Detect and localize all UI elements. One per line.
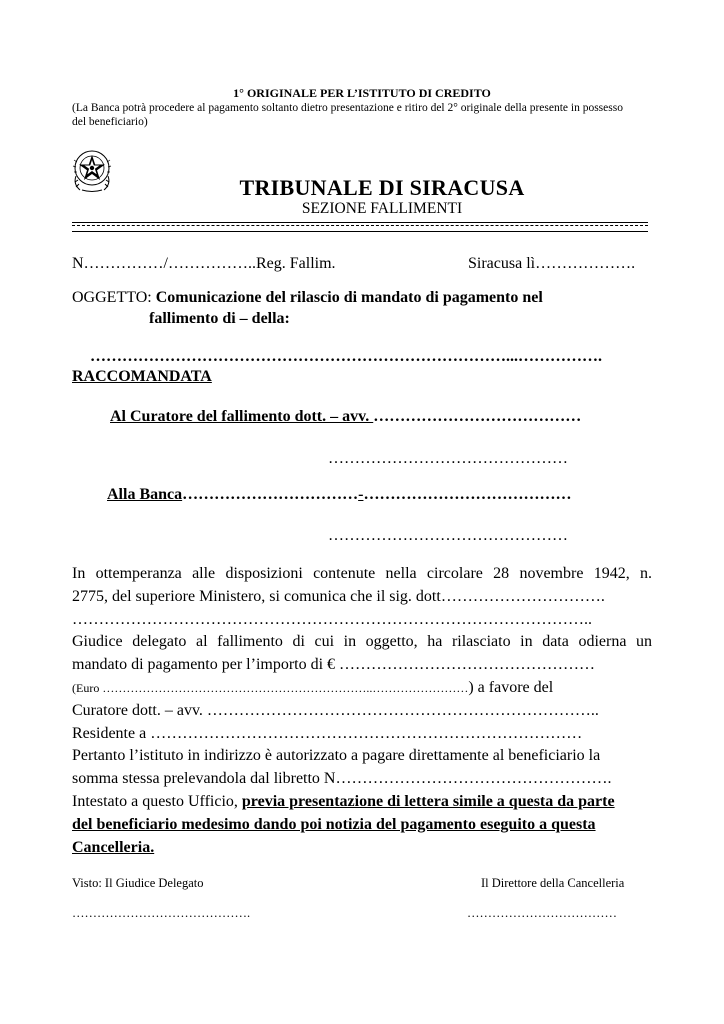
judge-signature-label: Visto: Il Giudice Delegato xyxy=(72,876,204,890)
body-line: In ottemperanza alle disposizioni contenute nella circolare 28 novembre 1942, n. xyxy=(72,565,652,582)
document-heading: 1° ORIGINALE PER L’ISTITUTO DI CREDITO xyxy=(233,86,491,100)
director-signature-label: Il Direttore della Cancelleria xyxy=(481,876,625,890)
bank-fill-line-a: …………………………… xyxy=(182,486,359,503)
bank-recipient xyxy=(107,486,571,504)
subject-text-2: fallimento di – della: xyxy=(149,310,290,327)
place-and-date: Siracusa lì………………. xyxy=(468,255,636,272)
letter-body xyxy=(72,563,652,859)
body-line: Pertanto l’istituto in indirizzo è autorizzato a pagare direttamente al beneficiario la xyxy=(72,747,601,765)
curator-label: Al Curatore del fallimento dott. – avv. xyxy=(110,408,374,425)
body-line: Curatore dott. – avv. ……………………………………………………………….. xyxy=(72,701,599,719)
subject-text-1: Comunicazione del rilascio di mandato di pagamento nel xyxy=(155,289,543,306)
bank-label: Alla Banca xyxy=(107,486,183,503)
body-text-emphasis: previa presentazione di lettera simile a questa da parte xyxy=(241,792,615,810)
body-line-emphasis: Cancelleria. xyxy=(72,838,155,856)
curator-recipient xyxy=(110,408,581,426)
header-note: (La Banca potrà procedere al pagamento soltanto dietro presentazione e ritiro del 2° originale della presente in possesso del beneficiario) xyxy=(72,102,623,128)
registered-mail-label: RACCOMANDATA xyxy=(72,368,212,385)
dashed-rule-divider xyxy=(72,225,648,228)
beneficiary-intro: ) a favore del xyxy=(468,678,554,696)
body-line: somma stessa prelevandola dal libretto N……………………………………………. xyxy=(72,770,612,788)
bank-fill-separator: - xyxy=(358,486,364,503)
registration-number: N……………/……………..Reg. Fallim. xyxy=(72,255,336,272)
euro-amount-words-fill: (Euro …………………………………………………………..…………………… xyxy=(72,680,469,695)
body-line: mandato di pagamento per l’importo di € ………………………………………… xyxy=(72,656,596,674)
subject-line-1 xyxy=(72,289,543,307)
court-section: SEZIONE FALLIMENTI xyxy=(301,200,463,217)
bank-address-fill-line: ……………………………………… xyxy=(328,527,568,544)
body-line: 2775, del superiore Ministero, si comunica che il sig. dott…………………………. xyxy=(72,587,605,605)
court-name: TRIBUNALE DI SIRACUSA xyxy=(239,175,525,200)
curator-fill-line: ………………………………… xyxy=(373,408,582,425)
judge-signature-line: ……………………………………. xyxy=(72,906,251,920)
body-text-plain: Intestato a questo Ufficio, xyxy=(72,792,242,810)
body-line: Giudice delegato al fallimento di cui in oggetto, ha rilasciato in data odierna un xyxy=(72,633,652,651)
director-signature-line: ……………………………… xyxy=(467,906,617,920)
body-line: …………………………………………………………………………………….. xyxy=(72,610,592,628)
body-line-euro xyxy=(72,677,652,700)
bank-fill-line-b: ………………………………… xyxy=(363,486,572,503)
curator-address-fill-line: ……………………………………… xyxy=(328,450,568,467)
subject-fill-line: ……………………………………………………………………...……………. xyxy=(90,348,602,365)
body-line-emphasis: del beneficiario medesimo dando poi notizia del pagamento eseguito a questa xyxy=(72,815,596,833)
body-line: Residente a ……………………………………………………………………… xyxy=(72,724,583,742)
subject-label: OGGETTO: xyxy=(72,289,156,306)
body-line xyxy=(72,791,652,814)
